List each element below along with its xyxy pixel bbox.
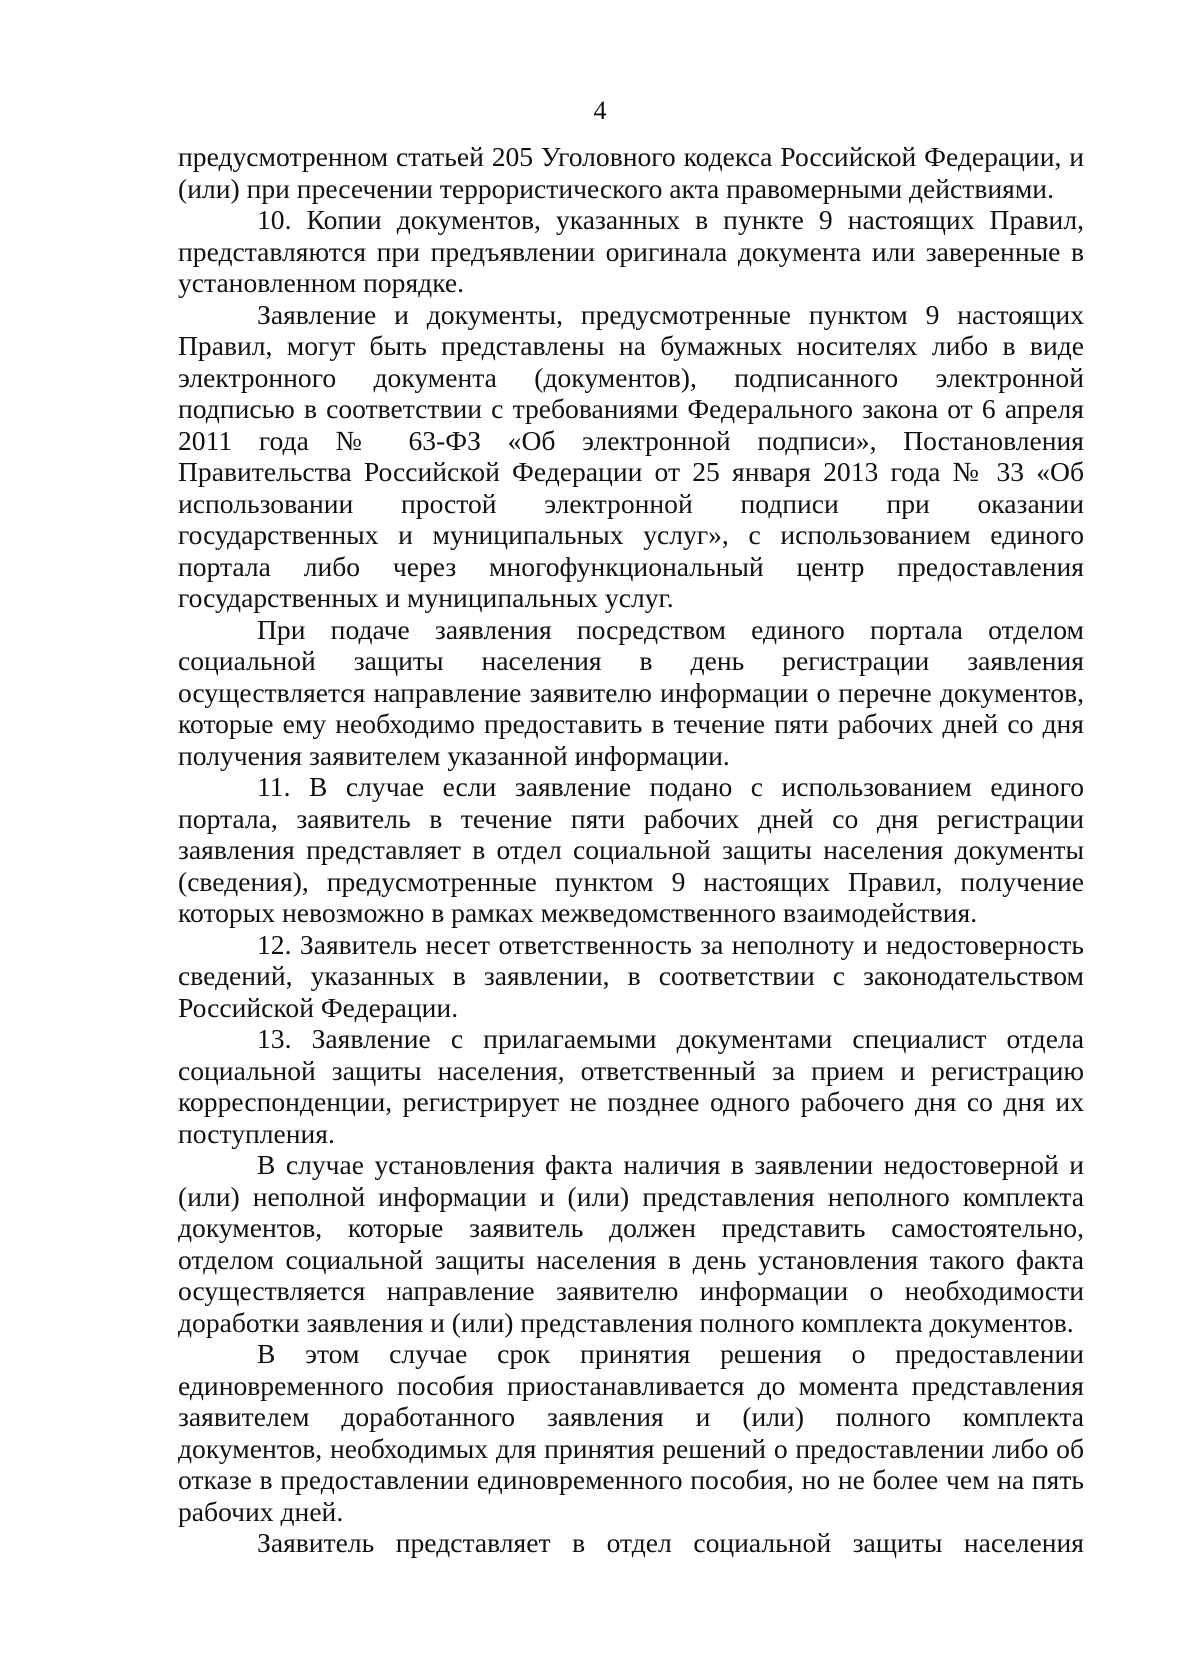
paragraph-item-10: 10. Копии документов, указанных в пункте 9 настоящих Правил, представляются при предъявлении оригинала документа или заверенные в установленном порядке. (178, 204, 1084, 298)
paragraph-decision-suspension: В этом случае срок принятия решения о предоставлении единовременного пособия приостанавливается до момента представления заявителем доработанного заявления и (или) полного комплекта документов, необходимых для принятия решений о предоставлении либо об отказе в предоставлении единовременного пособия, но не более чем на пять рабочих дней. (178, 1338, 1084, 1527)
paragraph-applicant-submits: Заявитель представляет в отдел социальной защиты населения (257, 1527, 1084, 1558)
paragraph-continuation: предусмотренном статьей 205 Уголовного кодекса Российской Федерации, и (или) при пресечении террористического акта правомерными действиями. (178, 141, 1084, 204)
paragraph-item-13: 13. Заявление с прилагаемыми документами специалист отдела социальной защиты населения, ответственный за прием и регистрацию корреспонденции, регистрирует не позднее одного рабочего дня со дня их поступления. (178, 1023, 1084, 1149)
document-body (178, 141, 1084, 1559)
paragraph-application-documents: Заявление и документы, предусмотренные пунктом 9 настоящих Правил, могут быть представлены на бумажных носителях либо в виде электронного документа (документов), подписанного электронной подписью в соответствии с требованиями Федерального закона от 6 апреля 2011 года № 63-ФЗ «Об электронной подписи», Постановления Правительства Российской Федерации от 25 января 2013 года № 33 «Об использовании простой электронной подписи при оказании государственных и муниципальных услуг», с использованием единого портала либо через многофункциональный центр предоставления государственных и муниципальных услуг. (178, 298, 1084, 613)
paragraph-item-12: 12. Заявитель несет ответственность за неполноту и недостоверность сведений, указанных в заявлении, в соответствии с законодательством Российской Федерации. (178, 928, 1084, 1023)
paragraph-item-11: 11. В случае если заявление подано с использованием единого портала, заявитель в течение пяти рабочих дней со дня регистрации заявления представляет в отдел социальной защиты населения документы (сведения), предусмотренные пунктом 9 настоящих Правил, получение которых невозможно в рамках межведомственного взаимодействия. (178, 771, 1084, 928)
paragraph-incomplete-information: В случае установления факта наличия в заявлении недостоверной и (или) неполной информации и (или) представления неполного комплекта документов, которые заявитель должен представить самостоятельно, отделом социальной защиты населения в день установления такого факта осуществляется направление заявителю информации о необходимости доработки заявления и (или) представления полного комплекта документов. (178, 1149, 1084, 1338)
paragraph-portal-submission: При подаче заявления посредством единого портала отделом социальной защиты населения в день регистрации заявления осуществляется направление заявителю информации о перечне документов, которые ему необходимо предоставить в течение пяти рабочих дней со дня получения заявителем указанной информации. (178, 613, 1084, 771)
page-number: 4 (593, 96, 607, 125)
